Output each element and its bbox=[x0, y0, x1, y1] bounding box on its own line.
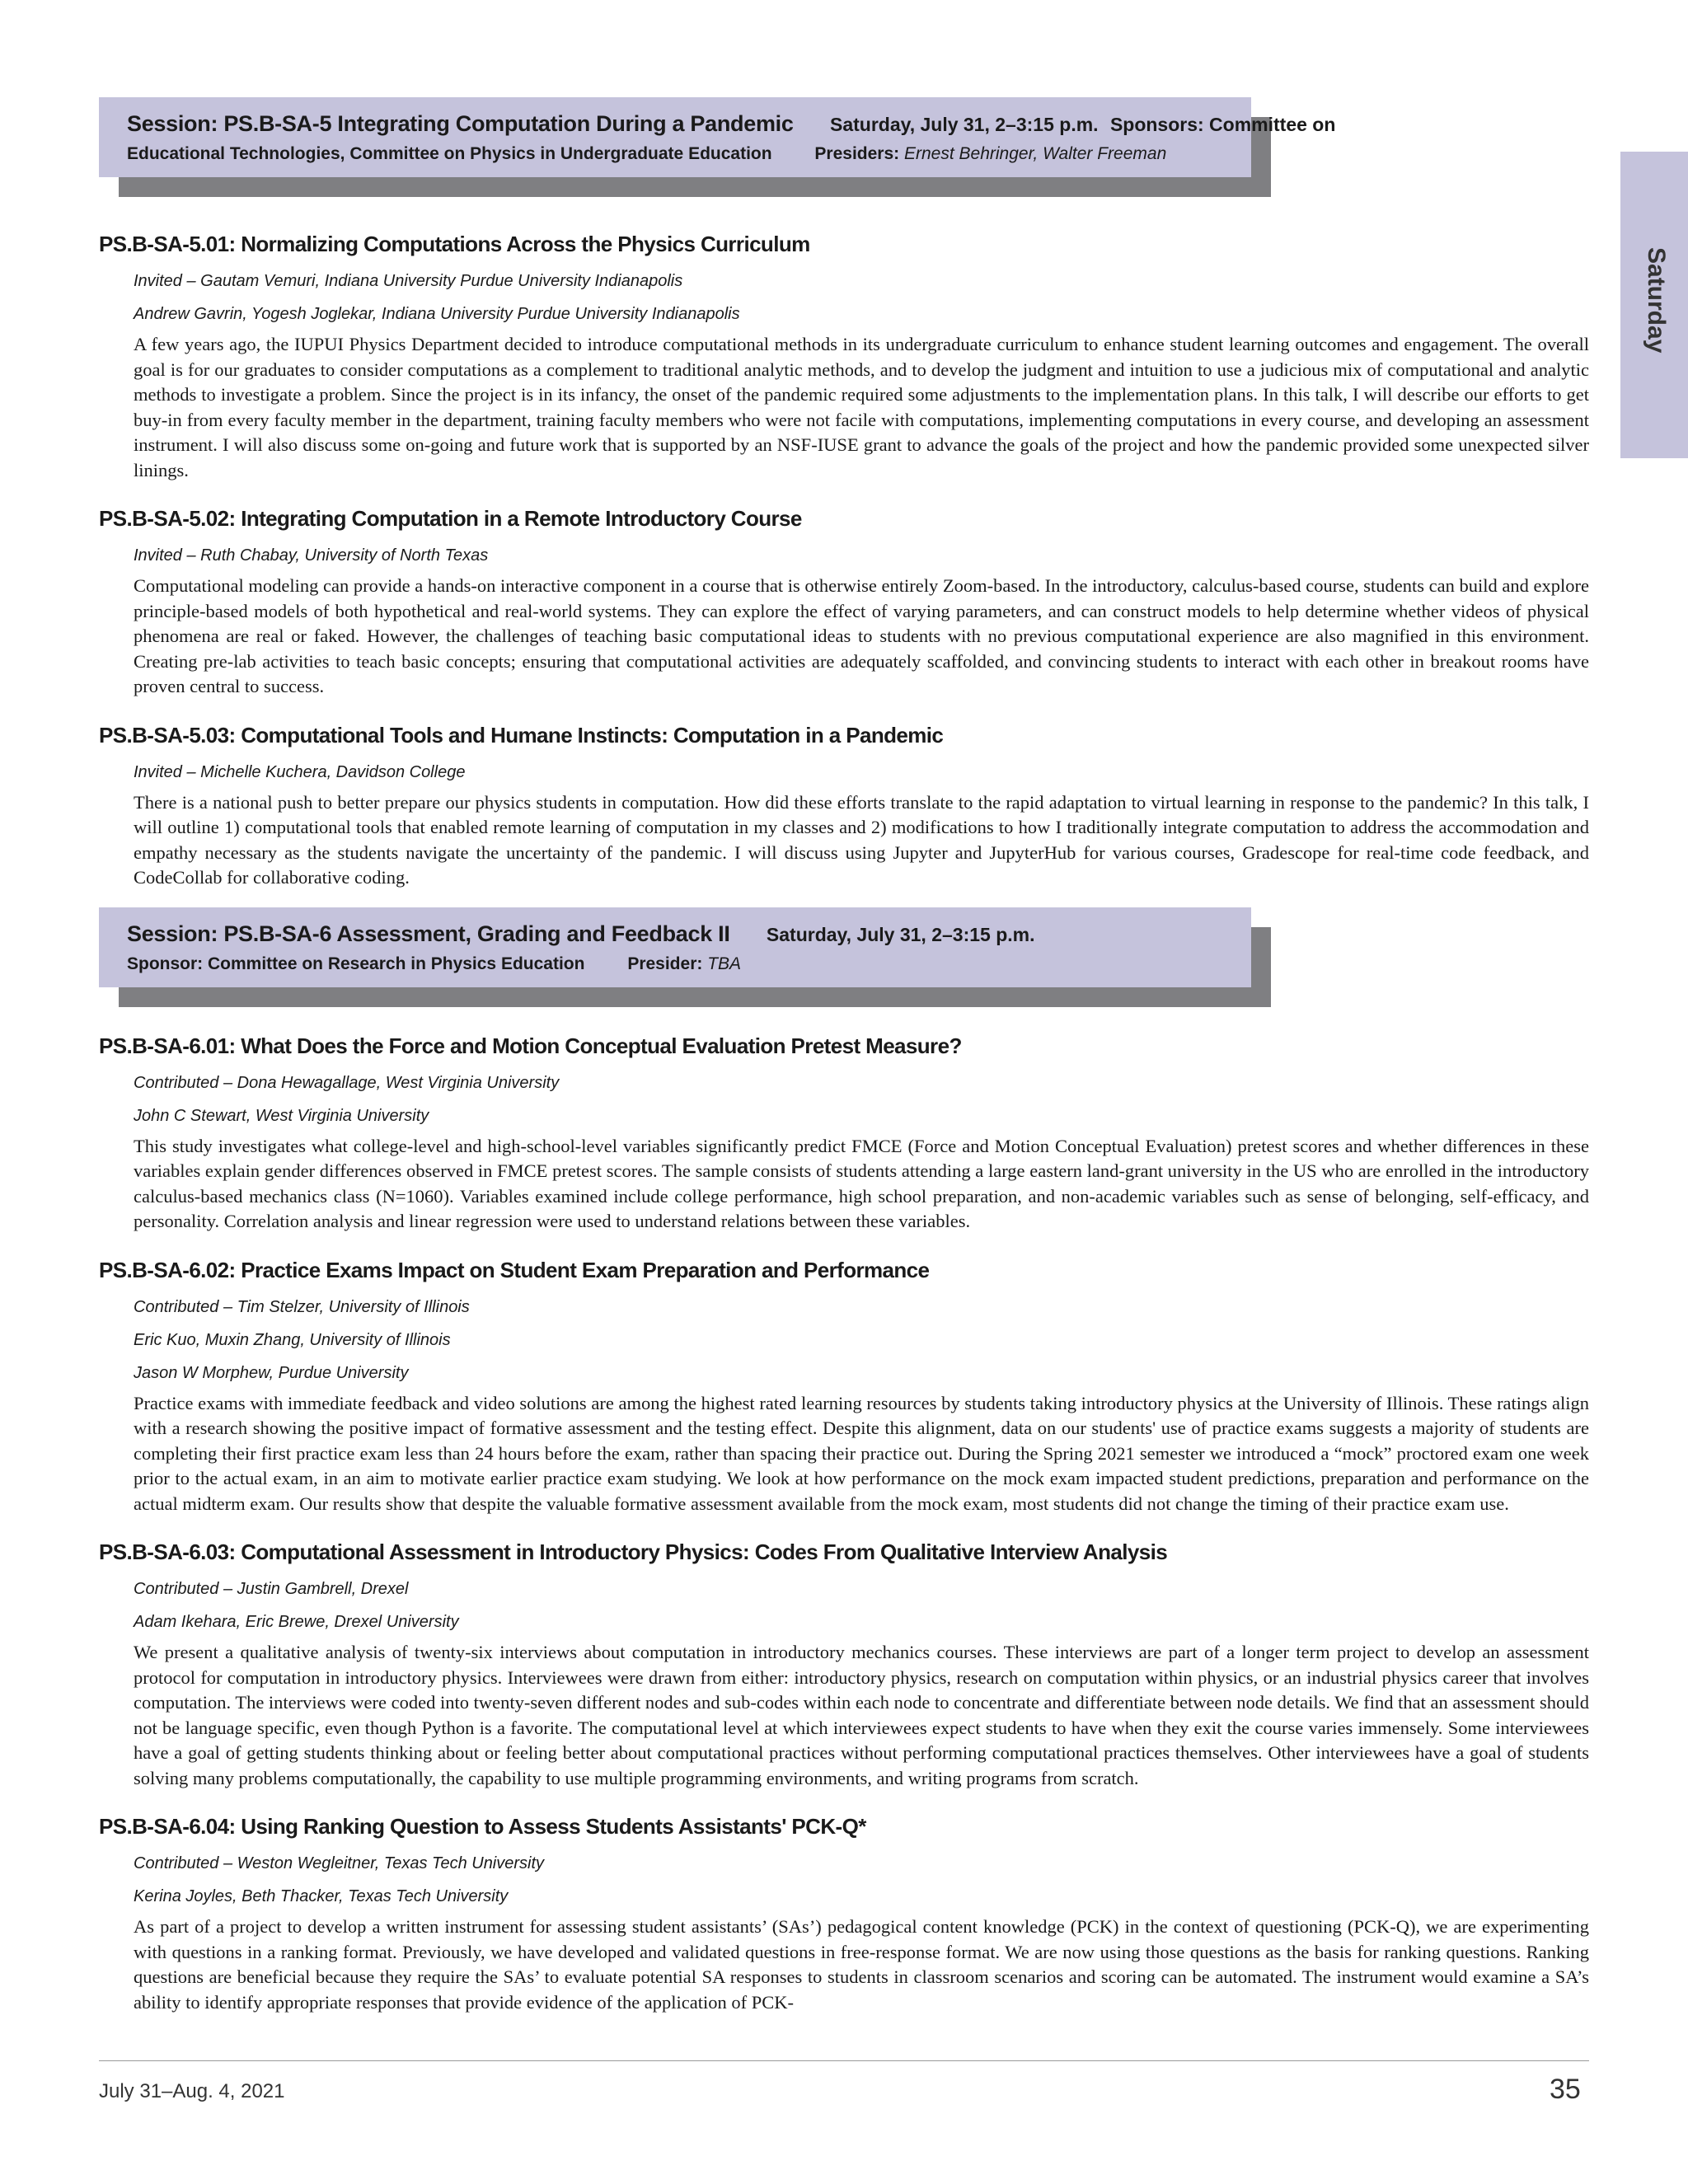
abstract-author: Invited – Michelle Kuchera, Davidson College bbox=[134, 762, 466, 781]
session-sponsors-cont: Educational Technologies, Committee on Physics in Undergraduate Education bbox=[127, 144, 772, 163]
abstract-body: There is a national push to better prepare our physics students in computation. How did these efforts translate to the rapid adaptation to virtual learning in response to the pandemic? In this talk, I will outline 1) computational tools that enabled remote learning of computation in my classes and 2) modifications to how I traditionally integrate computation to address the accommodation and empathy necessary as the students navigate the uncertainty of the pandemic. I will discuss using Jupyter and JupyterHub for various courses, Gradescope for real-time code feedback, and CodeCollab for collaborative coding. bbox=[134, 791, 1589, 888]
abstract-body: We present a qualitative analysis of twenty-six interviews about computation in introductory mechanics courses. These interviews are part of a longer term project to develop an assessment protocol for computation in introductory physics. Interviewees were drawn from either: introductory physics, research on computation within physics, or an industrial physics career that involves computation. The interviews were coded into twenty-seven different nodes and sub-codes within each node to concentrate and differentiate between node details. We find that an assessment should not be language specific, even though Python is a favorite. The computational level at which interviewees expect students to have when they exit the course varies immensely. Some interviewees have a goal of getting students thinking about or feeling better about computational practices without performing computational practices themselves. Other interviewees have a goal of students solving many problems computationally, the capability to use multiple programming environments, and writing programs from scratch. bbox=[134, 1642, 1589, 1788]
page-content bbox=[99, 97, 1589, 2035]
abstract-author: Contributed – Tim Stelzer, University of Illinois bbox=[134, 1297, 470, 1316]
abstract bbox=[99, 1536, 1589, 1791]
abstract-author: Invited – Gautam Vemuri, Indiana University Purdue University Indianapolis bbox=[134, 272, 683, 290]
abstract bbox=[99, 719, 1589, 891]
abstract-title: PS.B-SA-6.01: What Does the Force and Motion Conceptual Evaluation Pretest Measure? bbox=[99, 1033, 962, 1058]
abstract bbox=[99, 503, 1589, 700]
presiders: Ernest Behringer, Walter Freeman bbox=[904, 144, 1167, 163]
presiders-label: Presider: bbox=[627, 954, 703, 973]
abstract-author: Contributed – Weston Wegleitner, Texas Tech University bbox=[134, 1854, 545, 1872]
abstract bbox=[99, 228, 1589, 483]
abstract-author: Invited – Ruth Chabay, University of North Texas bbox=[134, 546, 489, 565]
abstract-body: As part of a project to develop a written instrument for assessing student assistants’ (SAs’) pedagogical content knowledge (PCK) in the context of questioning (PCK-Q), we are experimenting with questions in a ranking format. Previously, we have developed and validated questions in free-response format. We are now using those questions as the basis for ranking questions. Ranking questions are beneficial because they require the SAs’ to evaluate potential SA responses to students in classroom scenarios and scoring can be automated. The instrument would examine a SA’s ability to identify appropriate responses that provide evidence of the application of PCK- bbox=[134, 1916, 1589, 2013]
abstract-body: Computational modeling can provide a hands-on interactive component in a course that is otherwise entirely Zoom-based. In the introductory, calculus-based course, students can build and explore principle-based models of both hypothetical and real-world systems. They can explore the effect of varying parameters, and can construct models to help determine whether videos of physical phenomena are real or faked. However, the challenges of teaching basic computational ideas to students with no previous computational experience are also magnified in this environment. Creating pre-lab activities to teach basic concepts; ensuring that computational activities are adequately scaffolded, and convincing students to interact with each other in breakout rooms have proven central to success. bbox=[134, 575, 1589, 696]
abstract bbox=[99, 1030, 1589, 1235]
abstract-body: This study investigates what college-level and high-school-level variables significantly predict FMCE (Force and Motion Conceptual Evaluation) pretest scores and whether differences in these variables explain gender differences observed in FMCE pretest scores. The sample consists of students attending a large eastern land-grant university in the US who are enrolled in the introductory calculus-based mechanics class (N=1060). Variables examined include college performance, high school preparation, and non-academic variables such as sense of belonging, self-efficacy, and personality. Correlation analysis and linear regression were used to understand relations between these variables. bbox=[134, 1135, 1589, 1231]
session-title: Session: PS.B-SA-5 Integrating Computation During a Pandemic bbox=[127, 111, 794, 136]
side-tab-label: Saturday bbox=[1643, 247, 1670, 354]
abstract bbox=[99, 1811, 1589, 2015]
abstract-author: Adam Ikehara, Eric Brewe, Drexel University bbox=[134, 1613, 459, 1631]
abstract-title: PS.B-SA-5.02: Integrating Computation in a Remote Introductory Course bbox=[99, 506, 802, 531]
session-header bbox=[99, 907, 1251, 987]
abstract-body: Practice exams with immediate feedback and video solutions are among the highest rated learning resources by students taking introductory physics at the University of Illinois. These ratings align with a research showing the positive impact of formative assessment and the testing effect. Despite this alignment, data on our students' use of practice exams suggests a majority of students are completing their first practice exam less than 24 hours before the exam, rather than spacing their practice out. During the Spring 2021 semester we introduced a “mock” proctored exam one week prior to the actual exam, in an aim to motivate earlier practice exam studying. We look at how performance on the mock exam impacted student predictions, preparation and performance on the actual midterm exam. Our results show that despite the valuable formative assessment available from the mock exam, most students did not change the timing of their practice exam use. bbox=[134, 1392, 1589, 1514]
session-header bbox=[99, 97, 1336, 177]
abstract-title: PS.B-SA-6.03: Computational Assessment in Introductory Physics: Codes From Qualitative Interview Analysis bbox=[99, 1540, 1168, 1564]
footer-date: July 31–Aug. 4, 2021 bbox=[99, 2080, 285, 2102]
abstract bbox=[99, 1254, 1589, 1517]
abstract-author: Contributed – Dona Hewagallage, West Virginia University bbox=[134, 1073, 560, 1092]
session-title: Session: PS.B-SA-6 Assessment, Grading and Feedback II bbox=[127, 921, 730, 946]
abstract-author: Andrew Gavrin, Yogesh Joglekar, Indiana University Purdue University Indianapolis bbox=[134, 305, 740, 323]
abstract-author: Kerina Joyles, Beth Thacker, Texas Tech University bbox=[134, 1887, 509, 1905]
session-sponsors: Sponsor: Committee on Research in Physics Education bbox=[127, 954, 585, 973]
footer-divider bbox=[99, 2060, 1589, 2061]
abstract-author: Jason W Morphew, Purdue University bbox=[134, 1363, 409, 1382]
presiders-label: Presiders: bbox=[814, 144, 900, 163]
abstract-author: Contributed – Justin Gambrell, Drexel bbox=[134, 1580, 409, 1598]
session-time: Saturday, July 31, 2–3:15 p.m. bbox=[829, 114, 1099, 135]
abstract-title: PS.B-SA-6.04: Using Ranking Question to Assess Students Assistants' PCK-Q* bbox=[99, 1814, 866, 1839]
session-sponsors: Sponsors: Committee on bbox=[1109, 114, 1336, 135]
abstract-title: PS.B-SA-6.02: Practice Exams Impact on Student Exam Preparation and Performance bbox=[99, 1257, 930, 1282]
abstract-title: PS.B-SA-5.03: Computational Tools and Humane Instincts: Computation in a Pandemic bbox=[99, 722, 944, 748]
abstract-body: A few years ago, the IUPUI Physics Department decided to introduce computational methods in its undergraduate curriculum to enhance student learning outcomes and engagement. The overall goal is for our graduates to consider computations as a complement to traditional analytic methods, and to develop the judgment and intuition to use a judicious mix of computational and analytic methods to investigate a problem. Since the project is in its infancy, the onset of the pandemic required some adjustments to the implementation plans. In this talk, I will describe our efforts to get buy-in from every faculty member in the department, training faculty members who were not facile with computations, implementing computations in every course, and developing an assessment instrument. I will also discuss some on-going and future work that is supported by an NSF-IUSE grant to advance the goals of the project and how the pandemic provided some unexpected silver linings. bbox=[134, 334, 1589, 480]
presiders: TBA bbox=[707, 954, 742, 973]
abstract-title: PS.B-SA-5.01: Normalizing Computations Across the Physics Curriculum bbox=[99, 232, 810, 256]
page-number: 35 bbox=[1550, 2074, 1581, 2105]
abstract-author: John C Stewart, West Virginia University bbox=[134, 1106, 429, 1125]
session-time: Saturday, July 31, 2–3:15 p.m. bbox=[766, 923, 1035, 945]
abstract-author: Eric Kuo, Muxin Zhang, University of Illinois bbox=[134, 1330, 451, 1349]
